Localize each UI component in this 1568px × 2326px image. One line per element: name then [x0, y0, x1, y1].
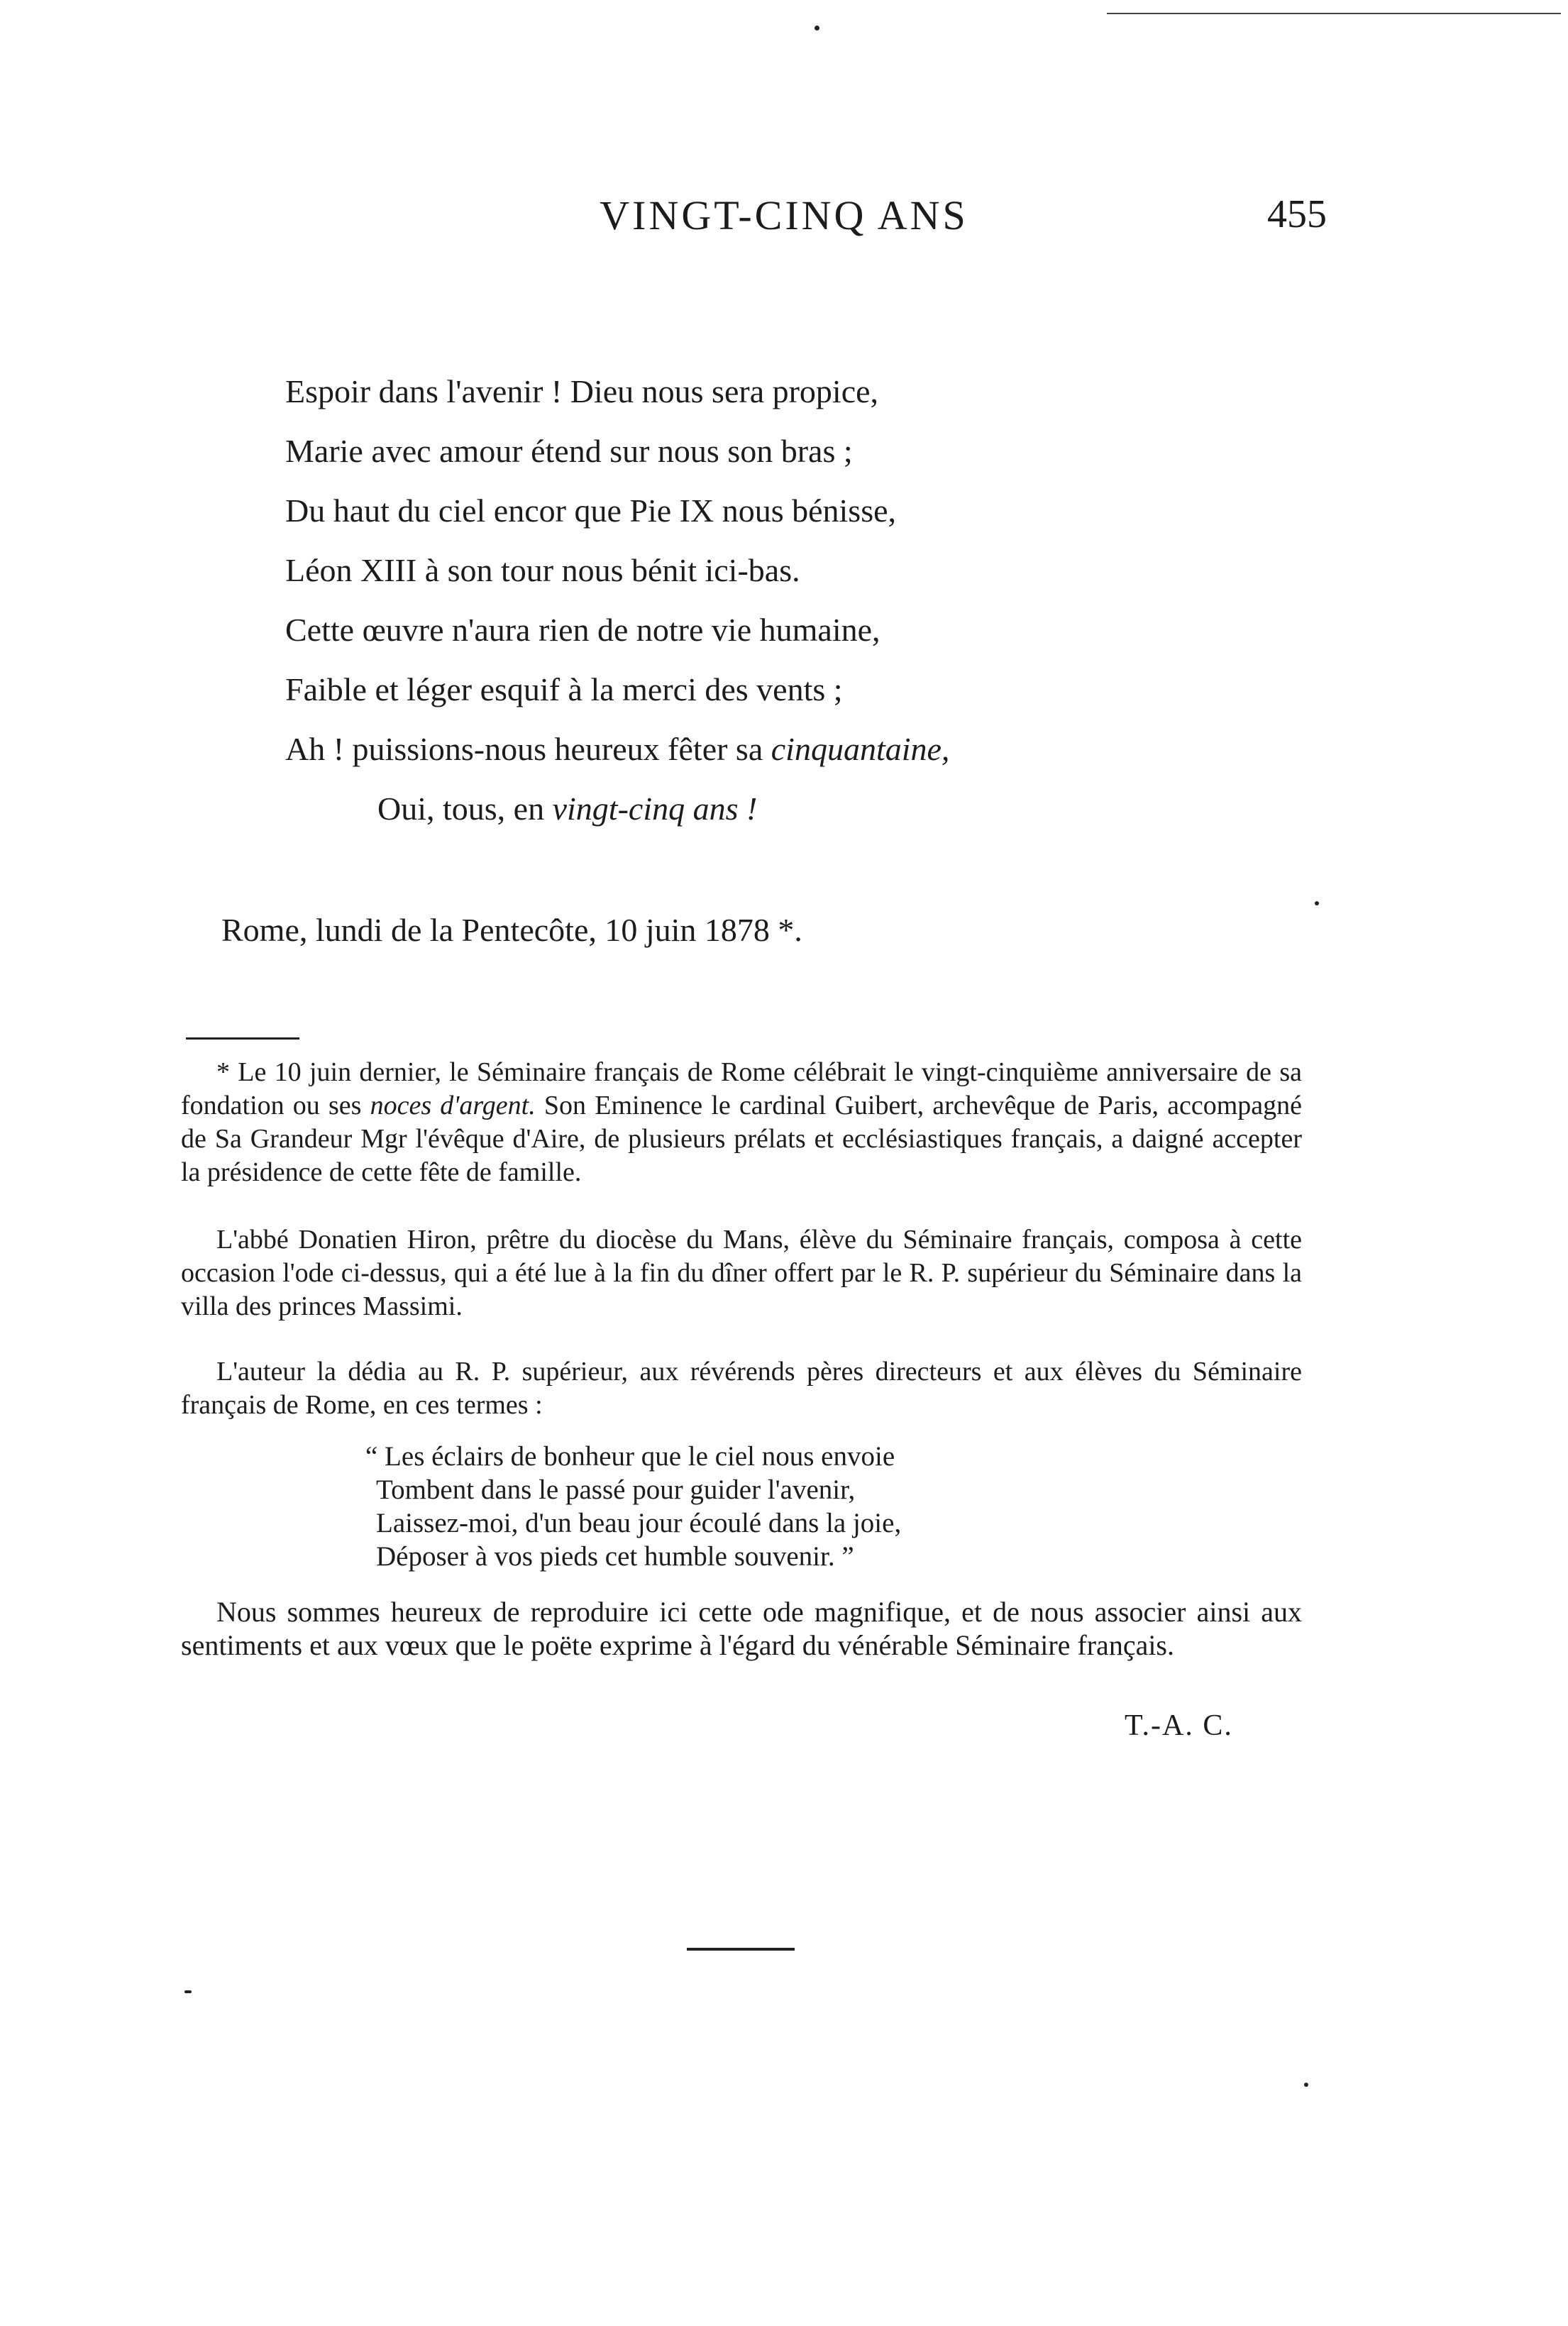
quote-line: Tombent dans le passé pour guider l'avenir,: [376, 1475, 856, 1505]
poem-line: Espoir dans l'avenir ! Dieu nous sera propice,: [285, 373, 879, 409]
closing-paragraph: [181, 1595, 1302, 1662]
page-number: 455: [1267, 192, 1327, 236]
poem-line: Du haut du ciel encor que Pie IX nous bénisse,: [285, 492, 897, 529]
scan-edge-line: [1107, 13, 1561, 14]
footnote-text: Son Eminence le cardinal Guibert, archevêque de Paris, accompagné de Sa Grandeur Mgr l'évêque d'Aire, de plusieurs prélats et ecclésiastiques français, a daigné accepter la présidence de cette fête de famille.: [181, 1091, 1303, 1187]
end-ornament-rule: [687, 1948, 795, 1951]
dateline: Rome, lundi de la Pentecôte, 10 juin 1878 *.: [221, 912, 802, 948]
poem-line: Marie avec amour étend sur nous son bras ;: [285, 433, 853, 469]
footnote-text: L'auteur la dédia au R. P. supérieur, aux révérends pères directeurs et aux élèves du Séminaire français de Rome, en ces termes :: [181, 1357, 1302, 1420]
footnote-paragraph: [181, 1223, 1302, 1323]
quote-line: “ Les éclairs de bonheur que le ciel nous envoie: [365, 1441, 895, 1472]
poem-line: [285, 730, 949, 768]
footnote-marker: *: [216, 1057, 230, 1087]
poem-line-italic: cinquantaine,: [771, 731, 950, 767]
scan-speck: [1315, 901, 1319, 905]
scan-speck: [184, 1990, 192, 1993]
footnote-text: Nous sommes heureux de reproduire ici cette ode magnifique, et de nous associer ainsi aux sentiments et aux vœux que le poëte exprime à l'égard du vénérable Séminaire français.: [181, 1596, 1302, 1661]
poem-line-italic: vingt-cinq ans !: [552, 790, 758, 827]
quote-line: Déposer à vos pieds cet humble souvenir. ”: [376, 1541, 854, 1572]
signature: T.-A. C.: [1125, 1709, 1233, 1742]
poem-line-text: Oui, tous, en: [377, 790, 553, 827]
running-head: VINGT-CINQ ANS: [600, 192, 968, 238]
poem-line: Faible et léger esquif à la merci des vents ;: [285, 671, 843, 707]
footnote-text: L'abbé Donatien Hiron, prêtre du diocèse du Mans, élève du Séminaire français, composa à cette occasion l'ode ci-dessus, qui a été lue à la fin du dîner offert par le R. P. supérieur du Séminaire dans la villa des princes Massimi.: [181, 1225, 1302, 1321]
footnote-paragraph: [181, 1355, 1302, 1422]
footnote-italic: noces d'argent.: [370, 1091, 536, 1120]
poem-refrain: [377, 790, 757, 827]
scan-speck: [815, 26, 819, 31]
poem-line: Léon XIII à son tour nous bénit ici-bas.: [285, 552, 800, 588]
footnote-separator: [186, 1037, 299, 1040]
footnote-text: Le 10 juin dernier, le Séminaire français de Rome célébrait le vingt-cinquième anniversaire de sa fondation ou ses: [181, 1057, 1302, 1120]
quote-line: Laissez-moi, d'un beau jour écoulé dans la joie,: [376, 1508, 902, 1538]
footnote-paragraph: [181, 1056, 1302, 1189]
scan-speck: [1304, 2083, 1308, 2087]
poem-line-text: Ah ! puissions-nous heureux fêter sa: [285, 731, 771, 767]
poem-line: Cette œuvre n'aura rien de notre vie humaine,: [285, 612, 880, 648]
